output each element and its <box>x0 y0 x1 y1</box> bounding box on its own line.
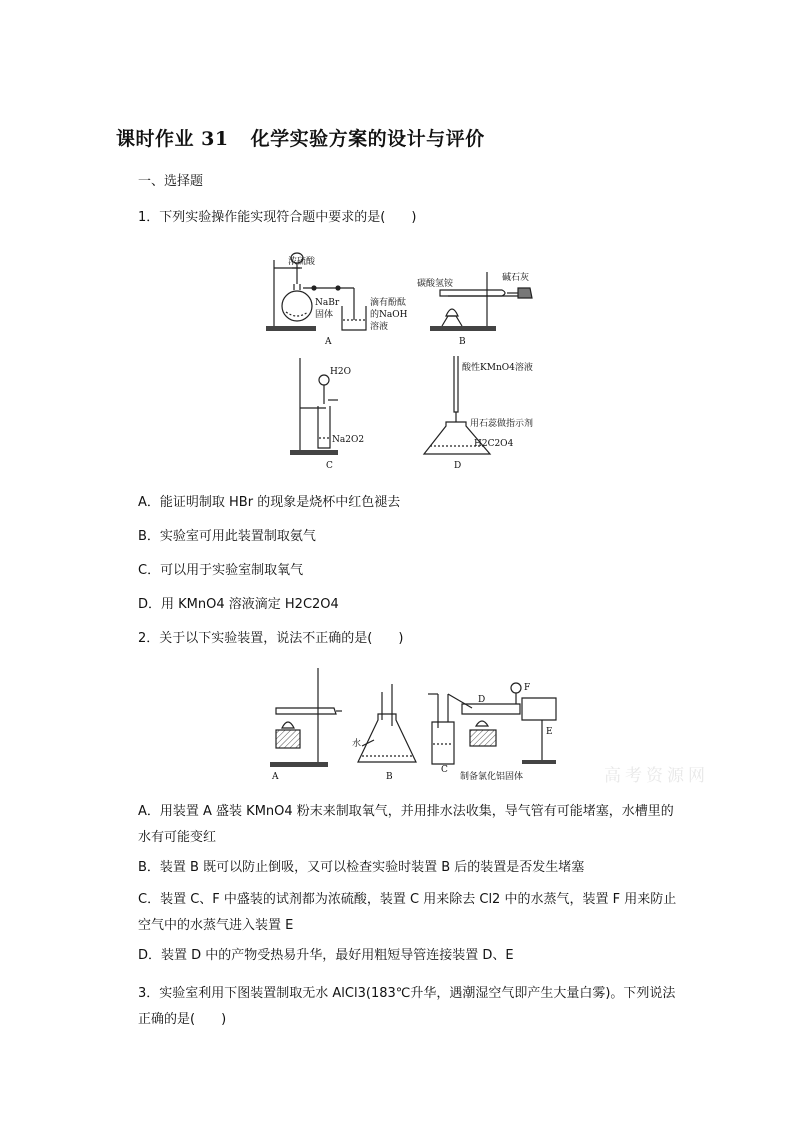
q1c-label-na2o2: Na2O2 <box>332 435 365 445</box>
q1a-label-phenol: 滴有酚酞 <box>370 298 407 308</box>
q1c-label-h2o: H2O <box>330 367 351 377</box>
q1a-label-solid: 固体 <box>315 310 334 320</box>
q1-apparatus-b <box>417 271 532 347</box>
watermark: 高考资源网 <box>604 766 709 786</box>
q3-stem: 3．实验室利用下图装置制取无水 AlCl3(183℃升华，遇潮湿空气即产生大量白雾)。下列说法正确的是( ) <box>138 986 676 1027</box>
q2-apparatus-cdef <box>428 683 556 782</box>
q1-apparatus-c <box>290 358 364 471</box>
title-label: 课时作业 <box>116 128 195 150</box>
q2-figure <box>266 664 566 782</box>
q2-figure-subtitle: 制备氯化铝固体 <box>460 772 524 782</box>
q1-figure-cd <box>284 354 554 472</box>
q2-option-a: A．用装置 A 盛装 KMnO4 粉末来制取氧气，并用排水法收集，导气管有可能堵塞，水槽里的水有可能变红 <box>138 804 674 845</box>
q2-caption-d: D <box>478 695 486 705</box>
q1b-label-sodalime: 碱石灰 <box>502 273 530 283</box>
q1d-label-kmno4: 酸性KMnO4溶液 <box>462 363 533 373</box>
q1a-label-solution: 溶液 <box>370 322 389 332</box>
q1a-label-naoh: 的NaOH <box>370 310 408 320</box>
q1b-caption: B <box>459 337 466 347</box>
q1-figure-ab <box>262 240 562 350</box>
q1a-caption: A <box>325 337 332 347</box>
q1a-label-h2so4: 浓硫酸 <box>288 257 316 267</box>
q1-apparatus-a <box>266 253 408 347</box>
section-heading: 一、选择题 <box>138 174 204 189</box>
q1c-caption: C <box>326 461 333 471</box>
q1-apparatus-d <box>424 356 533 471</box>
title-topic: 化学实验方案的设计与评价 <box>250 128 485 150</box>
q1-option-b: B．实验室可用此装置制取氨气 <box>138 529 316 544</box>
q1-option-d: D．用 KMnO4 溶液滴定 H2C2O4 <box>138 597 339 612</box>
q1d-label-litmus: 用石蕊做指示剂 <box>470 419 534 429</box>
q1-option-c: C．可以用于实验室制取氧气 <box>138 563 304 578</box>
q2-label-water: 水 <box>352 739 362 749</box>
q2-option-d: D．装置 D 中的产物受热易升华，最好用粗短导管连接装置 D、E <box>138 948 514 963</box>
q1d-label-h2c2o4: H2C2O4 <box>474 439 514 449</box>
q1b-label-nh4hco3: 碳酸氢铵 <box>417 279 454 289</box>
q2-apparatus-b <box>352 684 416 782</box>
q1-option-a: A．能证明制取 HBr 的现象是烧杯中红色褪去 <box>138 495 401 510</box>
q2-stem: 2．关于以下实验装置，说法不正确的是( ) <box>138 631 404 646</box>
q2-apparatus-a <box>270 668 342 782</box>
title-number: 31 <box>201 128 229 150</box>
q2-caption-a: A <box>272 772 279 782</box>
q1a-label-nabr: NaBr <box>315 298 340 308</box>
q2-caption-e: E <box>546 727 553 737</box>
q2-caption-c: C <box>441 765 448 775</box>
q1d-caption: D <box>454 461 462 471</box>
q2-caption-f: F <box>524 683 531 693</box>
page-title <box>116 124 485 151</box>
q2-option-b: B．装置 B 既可以防止倒吸，又可以检查实验时装置 B 后的装置是否发生堵塞 <box>138 860 585 875</box>
q2-option-c: C．装置 C、F 中盛装的试剂都为浓硫酸，装置 C 用来除去 Cl2 中的水蒸气，装置 F 用来防止空气中的水蒸气进入装置 E <box>138 892 677 933</box>
q1-stem: 1．下列实验操作能实现符合题中要求的是( ) <box>138 210 417 225</box>
q2-caption-b: B <box>386 772 393 782</box>
